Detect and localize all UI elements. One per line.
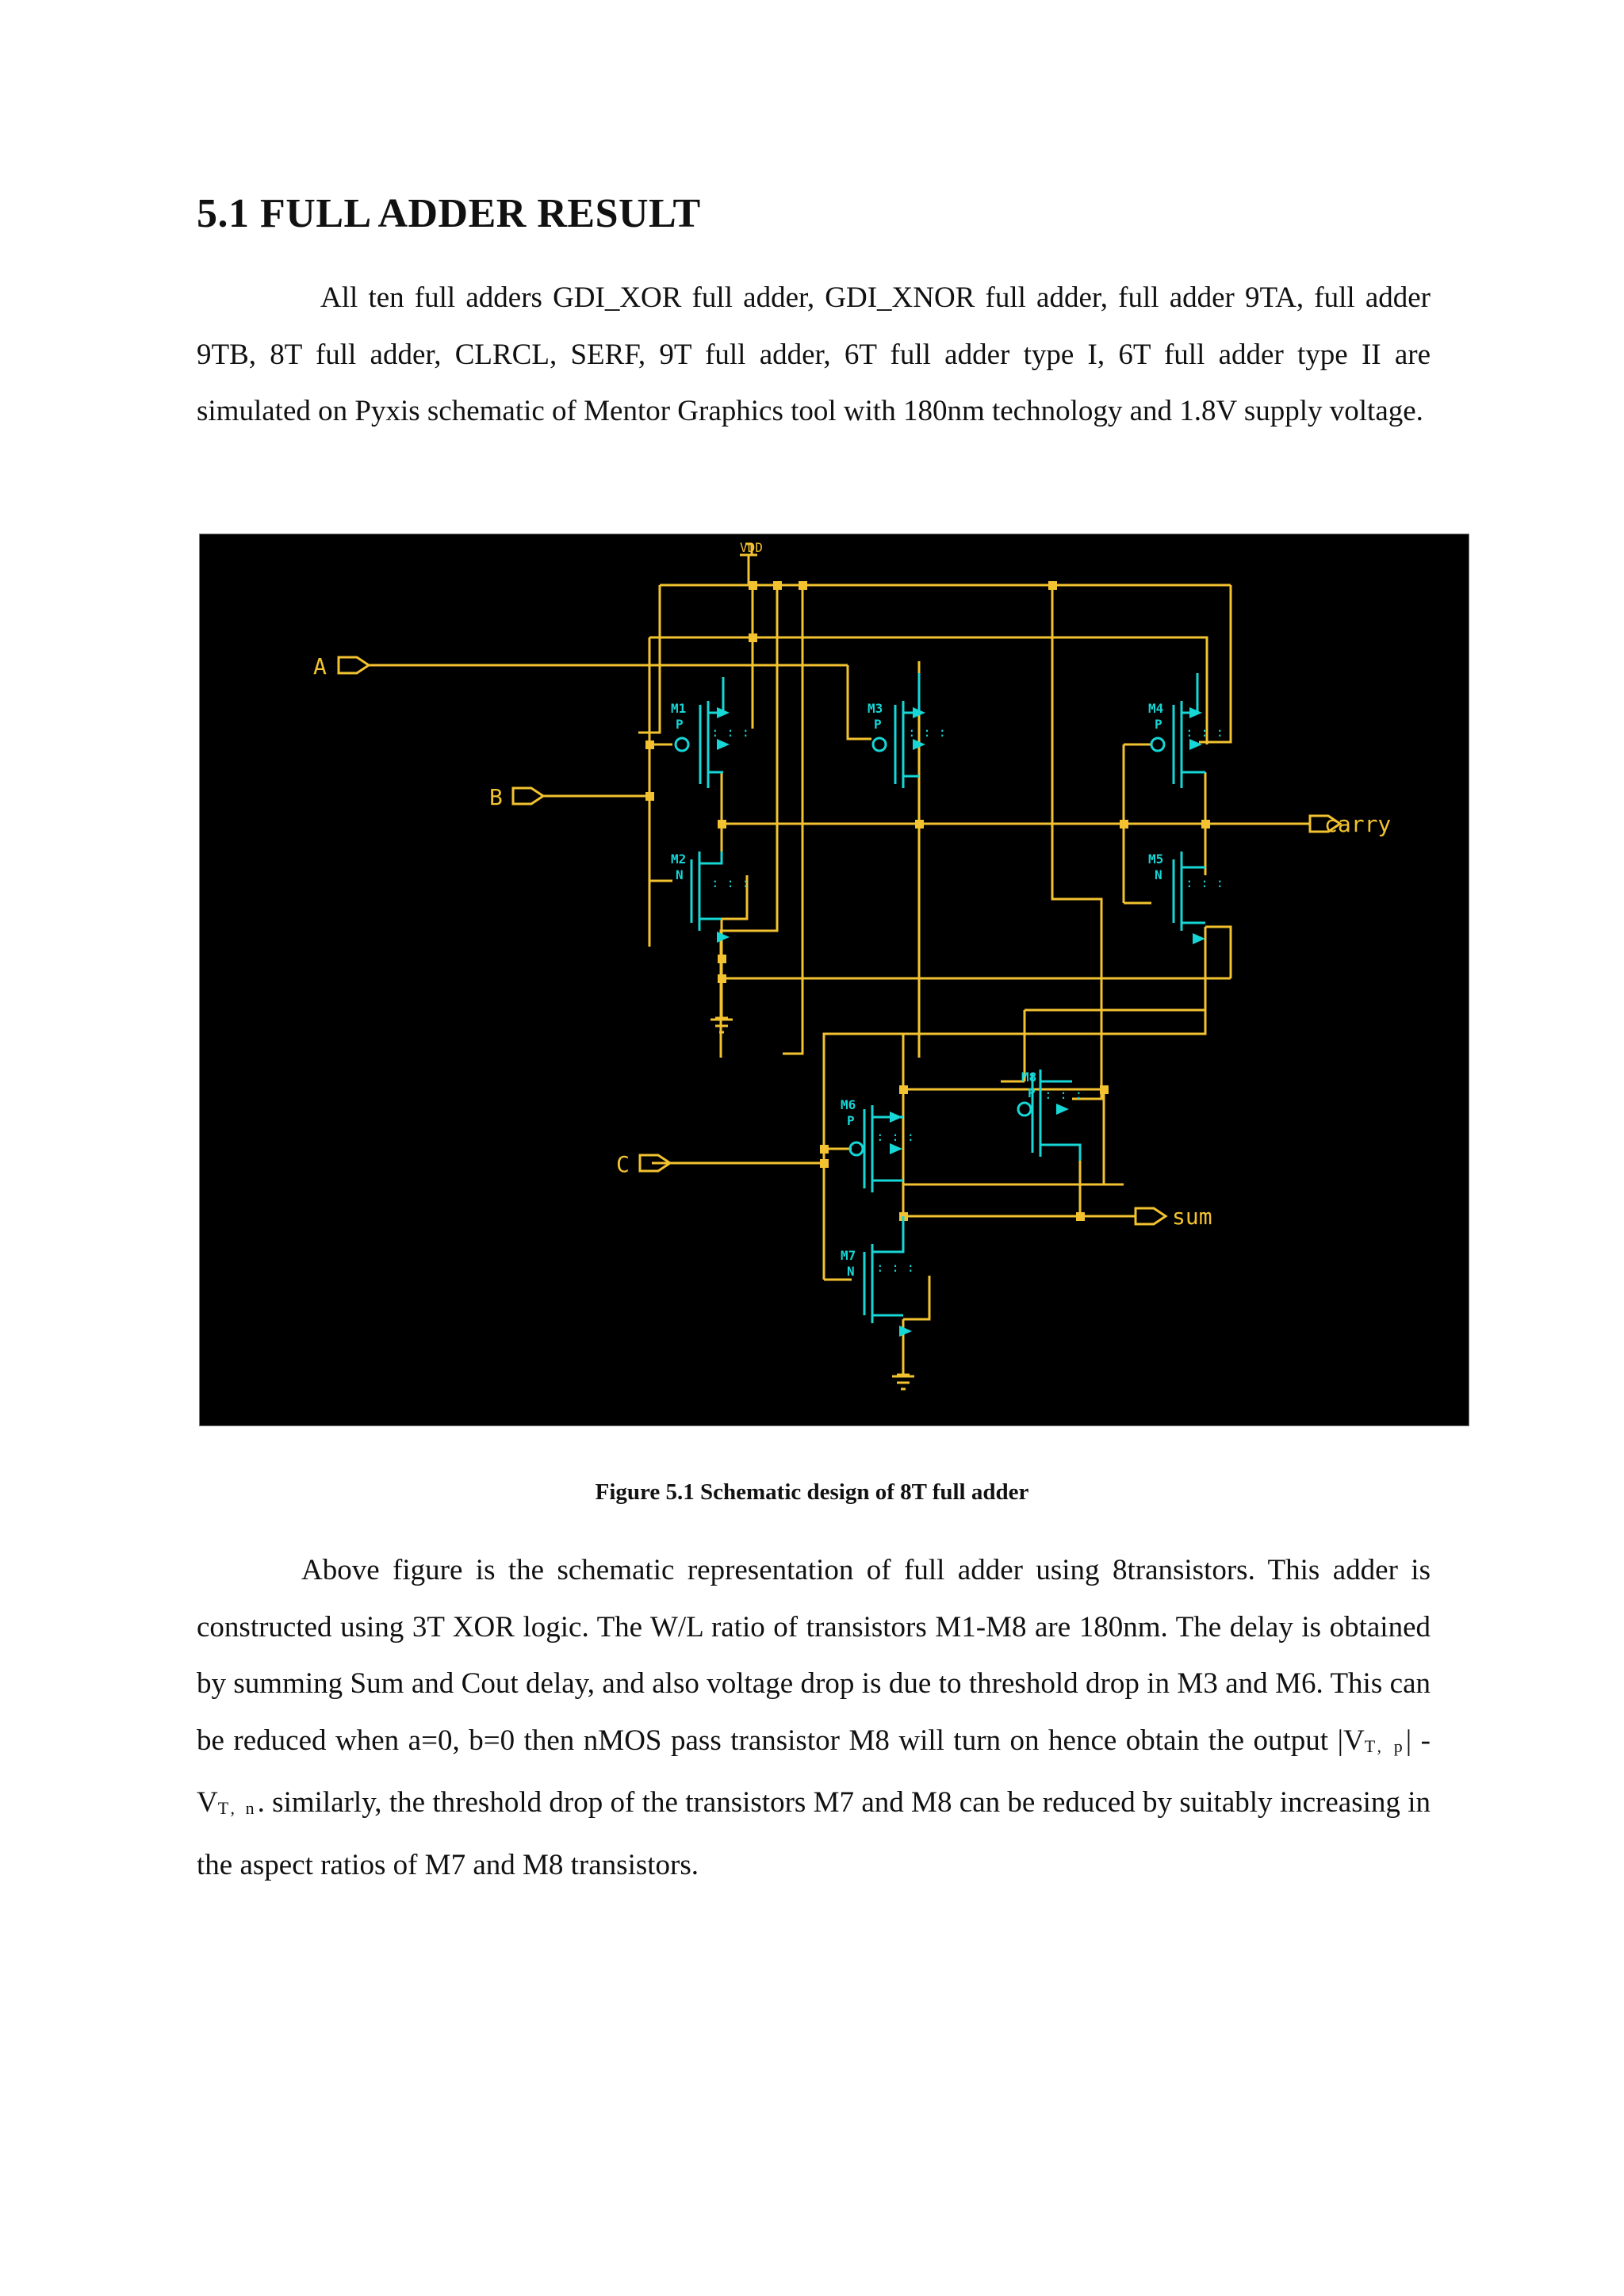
svg-text:M4: M4: [1148, 701, 1164, 716]
transistor-m5: [1174, 851, 1205, 944]
svg-text:: : :: : : :: [908, 725, 947, 740]
body-paragraph: [197, 1542, 1431, 1893]
svg-text:M6: M6: [841, 1097, 856, 1112]
svg-text:N: N: [847, 1264, 855, 1279]
transistor-labels: [671, 701, 1163, 1279]
svg-text:P: P: [874, 717, 882, 732]
svg-text:: : :: : : :: [876, 1260, 915, 1275]
svg-text:P: P: [847, 1113, 855, 1128]
svg-text:M7: M7: [841, 1248, 856, 1263]
svg-text:M5: M5: [1148, 851, 1164, 867]
input-c-label: C: [616, 1151, 630, 1177]
input-a-label: A: [313, 653, 327, 679]
svg-text:: : :: : : :: [711, 875, 750, 890]
vdd-label: VDD: [740, 540, 763, 555]
schematic-figure: [199, 534, 1469, 1426]
subscript-tp: T, p: [1364, 1735, 1406, 1756]
section-heading: 5.1 FULL ADDER RESULT: [197, 191, 701, 236]
transistor-m2: [691, 851, 730, 943]
svg-text:: : :: : : :: [711, 725, 750, 740]
svg-text:: : :: : : :: [1185, 725, 1224, 740]
transistor-m6: [850, 1105, 903, 1192]
svg-text:N: N: [676, 867, 684, 882]
body-text-part3: . similarly, the threshold drop of the transistors M7 and M8 can be reduced by suitably increasing in the aspect ratios of M7 and M8 transistors.: [197, 1786, 1431, 1881]
device-property-markers: [711, 725, 1224, 1275]
svg-text:P: P: [1155, 717, 1162, 732]
svg-text:N: N: [1155, 867, 1162, 882]
body-text-part2: | -V: [197, 1724, 1431, 1819]
svg-text:M1: M1: [671, 701, 687, 716]
input-b-label: B: [489, 784, 503, 810]
svg-text:M2: M2: [671, 851, 687, 867]
svg-text:P: P: [676, 717, 684, 732]
svg-text:: : :: : : :: [876, 1129, 915, 1144]
body-text-part1: Above figure is the schematic representation of full adder using 8transistors. This adder is constructed using 3T XOR logic. The W/L ratio of transistors M1-M8 are 180nm. The delay is obtained by summing Sum and Cout delay, and also voltage drop is due to threshold drop in M3 and M6. This can be reduced when a=0, b=0 then nMOS pass transistor M8 will turn on hence obtain the output |V: [197, 1554, 1431, 1757]
output-sum-label: sum: [1172, 1203, 1212, 1230]
ground-symbols: [710, 1020, 914, 1389]
svg-text:P: P: [1028, 1085, 1036, 1100]
svg-text:M3: M3: [868, 701, 883, 716]
svg-text:M8: M8: [1021, 1070, 1037, 1085]
svg-text:: : :: : : :: [1044, 1087, 1083, 1102]
output-carry-label: carry: [1324, 811, 1392, 837]
junction-dots: [645, 581, 1210, 1221]
figure-caption: Figure 5.1 Schematic design of 8T full adder: [595, 1479, 1029, 1505]
subscript-tn: T, n: [217, 1798, 258, 1818]
intro-paragraph: All ten full adders GDI_XOR full adder, GDI_XNOR full adder, full adder 9TA, full adder 9TB, 8T full adder, CLRCL, SERF, 9T full adder, 6T full adder type I, 6T full adder type II are simulated on Pyxis schematic of Mentor Graphics tool with 180nm technology and 1.8V supply voltage.: [197, 281, 1431, 427]
wire-network: [369, 544, 1310, 1375]
svg-text:: : :: : : :: [1185, 875, 1224, 890]
